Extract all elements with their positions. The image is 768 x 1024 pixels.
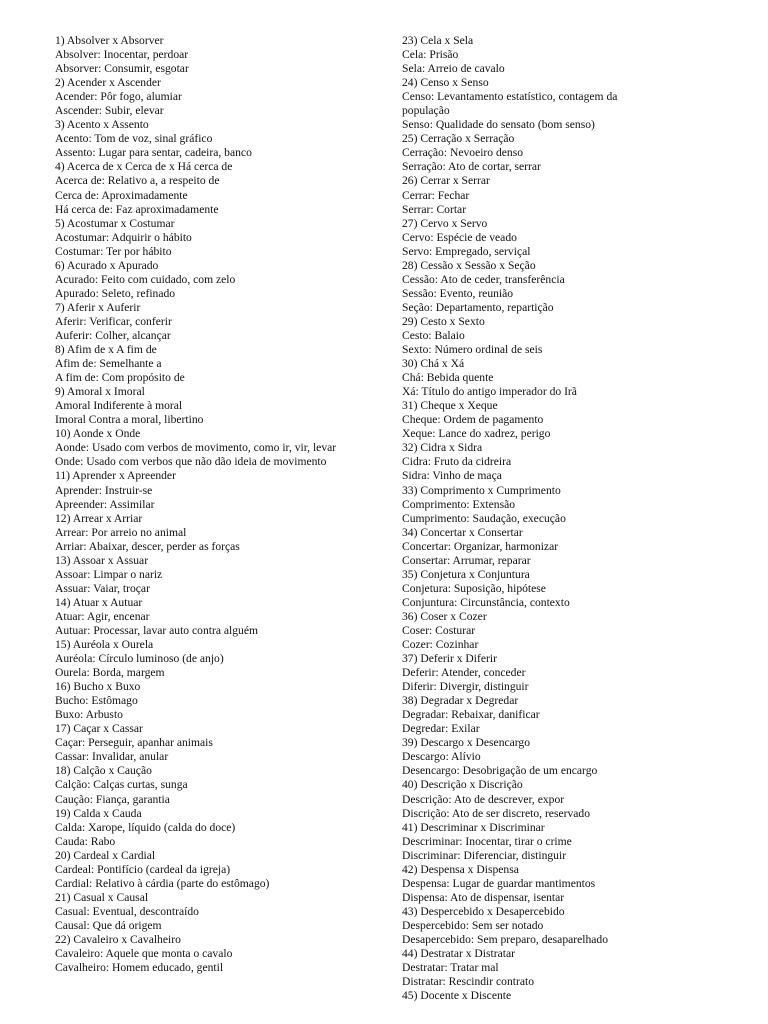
entry-definition: Bucho: Estômago	[55, 694, 138, 708]
entry-definition: Assoar: Limpar o nariz	[55, 567, 163, 581]
entry-definition: Comprimento: Extensão	[402, 497, 516, 511]
entry-definition: Calção: Calças curtas, sunga	[55, 778, 188, 792]
entry-definition: Causal: Que dá origem	[55, 918, 162, 932]
entry-definition: Xá: Título do antigo imperador do Irã	[402, 385, 577, 399]
entry-definition: Degradar: Rebaixar, danificar	[402, 708, 540, 722]
entry-definition: Casual: Eventual, descontraído	[55, 904, 199, 918]
entry-definition: Cerca de: Aproximadamente	[55, 188, 188, 202]
entry-heading: 8) Afim de x A fim de	[55, 343, 157, 357]
entry-definition: Apreender: Assimilar	[55, 497, 155, 511]
entry-heading: 31) Cheque x Xeque	[402, 399, 498, 413]
entry-definition: Amoral Indiferente à moral	[55, 399, 183, 413]
entry-heading: 20) Cardeal x Cardial	[55, 848, 156, 862]
entry-definition: Cesto: Balaio	[402, 328, 465, 342]
entry-heading: 9) Amoral x Imoral	[55, 385, 145, 399]
entry-definition: Auréola: Círculo luminoso (de anjo)	[55, 652, 224, 666]
entry-heading: 10) Aonde x Onde	[55, 427, 141, 441]
left-column	[55, 34, 345, 975]
entry-definition: Cavaleiro: Aquele que monta o cavalo	[55, 947, 233, 961]
entry-definition: Degredar: Exilar	[402, 722, 480, 736]
entry-heading: 34) Concertar x Consertar	[402, 525, 523, 539]
entry-heading: 36) Coser x Cozer	[402, 609, 487, 623]
entry-heading: 42) Despensa x Dispensa	[402, 862, 519, 876]
entry-definition: Despensa: Lugar de guardar mantimentos	[402, 876, 596, 890]
entry-definition: Afim de: Semelhante a	[55, 357, 162, 371]
entry-definition: Cardeal: Pontifício (cardeal da igreja)	[55, 862, 231, 876]
entry-definition: Desapercebido: Sem preparo, desaparelhado	[402, 933, 609, 946]
entry-definition: Xeque: Lance do xadrez, perigo	[402, 427, 551, 441]
entry-definition: Sessão: Evento, reunião	[402, 286, 514, 300]
entry-definition: Deferir: Atender, conceder	[402, 666, 526, 680]
entry-definition: Senso: Qualidade do sensato (bom senso)	[402, 118, 595, 132]
entry-definition: Descargo: Alívio	[402, 750, 481, 764]
entry-heading: 19) Calda x Cauda	[55, 806, 142, 820]
entry-definition: Censo: Levantamento estatístico, contagem da população	[402, 90, 618, 118]
entry-definition: Sidra: Vinho de maça	[402, 469, 502, 483]
entry-definition: Cerrar: Fechar	[402, 188, 470, 202]
entry-definition: Assento: Lugar para sentar, cadeira, banco	[55, 146, 252, 160]
entry-heading: 33) Comprimento x Cumprimento	[402, 483, 561, 497]
entry-heading: 40) Descrição x Discrição	[402, 778, 523, 792]
entry-definition: Calda: Xarope, líquido (calda do doce)	[55, 820, 236, 834]
entry-definition: Sexto: Número ordinal de seis	[402, 343, 543, 357]
entry-definition: Serrar: Cortar	[402, 202, 467, 216]
entry-definition: Aferir: Verificar, conferir	[55, 314, 172, 328]
entry-definition: Chá: Bebida quente	[402, 371, 494, 385]
right-column	[402, 34, 652, 1003]
entry-heading: 6) Acurado x Apurado	[55, 258, 159, 272]
entry-definition: Descrição: Ato de descrever, expor	[402, 792, 565, 806]
entry-definition: Cavalheiro: Homem educado, gentil	[55, 961, 224, 975]
entry-heading: 27) Cervo x Servo	[402, 216, 488, 230]
entry-heading: 43) Despercebido x Desapercebido	[402, 904, 565, 918]
entry-definition: Absorver: Consumir, esgotar	[55, 62, 189, 76]
entry-heading: 32) Cidra x Sidra	[402, 441, 483, 455]
entry-definition: Aonde: Usado com verbos de movimento, como ir, vir, levar	[55, 441, 337, 455]
entry-definition: Dispensa: Ato de dispensar, isentar	[402, 890, 565, 904]
entry-heading: 13) Assoar x Assuar	[55, 553, 149, 567]
entry-definition: Despercebido: Sem ser notado	[402, 918, 544, 932]
entry-definition: Cerração: Nevoeiro denso	[402, 146, 524, 160]
entry-heading: 18) Calção x Caução	[55, 764, 152, 778]
entry-definition: Cardial: Relativo à cárdia (parte do estômago)	[55, 876, 270, 890]
entry-heading: 26) Cerrar x Serrar	[402, 174, 490, 188]
entry-heading: 15) Auréola x Ourela	[55, 638, 154, 652]
entry-heading: 5) Acostumar x Costumar	[55, 216, 175, 230]
entry-definition: Descriminar: Inocentar, tirar o crime	[402, 834, 572, 848]
entry-heading: 7) Aferir x Auferir	[55, 300, 141, 314]
entry-definition: Ourela: Borda, margem	[55, 666, 165, 680]
entry-definition: Cozer: Cozinhar	[402, 638, 479, 652]
entry-definition: Acurado: Feito com cuidado, com zelo	[55, 272, 236, 286]
entry-heading: 23) Cela x Sela	[402, 34, 474, 47]
entry-definition: Apurado: Seleto, refinado	[55, 286, 176, 300]
entry-heading: 39) Descargo x Desencargo	[402, 736, 531, 750]
entry-heading: 1) Absolver x Absorver	[55, 34, 164, 47]
entry-definition: Atuar: Agir, encenar	[55, 609, 150, 623]
entry-definition: Seção: Departamento, repartição	[402, 300, 554, 314]
entry-definition: Cervo: Espécie de veado	[402, 230, 517, 244]
entry-definition: Sela: Arreio de cavalo	[402, 62, 505, 76]
entry-definition: Cassar: Invalidar, anular	[55, 750, 169, 764]
entry-definition: Cheque: Ordem de pagamento	[402, 413, 544, 427]
entry-definition: Absolver: Inocentar, perdoar	[55, 48, 189, 62]
entry-heading: 35) Conjetura x Conjuntura	[402, 567, 530, 581]
entry-heading: 38) Degradar x Degredar	[402, 694, 519, 708]
entry-heading: 17) Caçar x Cassar	[55, 722, 143, 736]
entry-definition: Arrear: Por arreio no animal	[55, 525, 187, 539]
entry-definition: Acostumar: Adquirir o hábito	[55, 230, 192, 244]
entry-definition: Acender: Pôr fogo, alumiar	[55, 90, 182, 104]
entry-heading: 29) Cesto x Sexto	[402, 314, 485, 328]
entry-definition: Serração: Ato de cortar, serrar	[402, 160, 541, 174]
entry-heading: 37) Deferir x Diferir	[402, 652, 497, 666]
entry-heading: 44) Destratar x Distratar	[402, 947, 515, 961]
entry-definition: Auferir: Colher, alcançar	[55, 328, 171, 342]
entry-definition: Conjetura: Suposição, hipótese	[402, 581, 546, 595]
entry-heading: 22) Cavaleiro x Cavalheiro	[55, 933, 181, 946]
entry-definition: Consertar: Arrumar, reparar	[402, 553, 531, 567]
entry-definition: Cauda: Rabo	[55, 834, 116, 848]
entry-definition: Cessão: Ato de ceder, transferência	[402, 272, 565, 286]
entry-definition: Ascender: Subir, elevar	[55, 104, 164, 118]
entry-heading: 3) Acento x Assento	[55, 118, 149, 132]
entry-heading: 30) Chá x Xá	[402, 357, 465, 371]
entry-heading: 4) Acerca de x Cerca de x Há cerca de	[55, 160, 233, 174]
entry-definition: Discrição: Ato de ser discreto, reservado	[402, 806, 591, 820]
entry-heading: 21) Casual x Causal	[55, 890, 149, 904]
entry-definition: Há cerca de: Faz aproximadamente	[55, 202, 219, 216]
entry-heading: 45) Docente x Discente	[402, 989, 512, 1003]
entry-heading: 28) Cessão x Sessão x Seção	[402, 258, 536, 272]
entry-definition: Desencargo: Desobrigação de um encargo	[402, 764, 598, 778]
entry-definition: Caução: Fiança, garantia	[55, 792, 170, 806]
entry-definition: Discriminar: Diferenciar, distinguir	[402, 848, 567, 862]
entry-heading: 2) Acender x Ascender	[55, 76, 161, 90]
entry-definition: Conjuntura: Circunstância, contexto	[402, 595, 570, 609]
entry-definition: Aprender: Instruir-se	[55, 483, 153, 497]
entry-definition: Diferir: Divergir, distinguir	[402, 680, 529, 694]
entry-definition: Imoral Contra a moral, libertino	[55, 413, 204, 427]
entry-definition: Assuar: Vaiar, troçar	[55, 581, 150, 595]
entry-definition: A fim de: Com propósito de	[55, 371, 185, 385]
entry-heading: 41) Descriminar x Discriminar	[402, 820, 545, 834]
entry-definition: Destratar: Tratar mal	[402, 961, 499, 975]
entry-definition: Caçar: Perseguir, apanhar animais	[55, 736, 213, 750]
entry-definition: Servo: Empregado, serviçal	[402, 244, 531, 258]
entry-heading: 16) Bucho x Buxo	[55, 680, 141, 694]
entry-definition: Cidra: Fruto da cidreira	[402, 455, 512, 469]
entry-definition: Distratar: Rescindir contrato	[402, 975, 534, 989]
entry-heading: 14) Atuar x Autuar	[55, 595, 143, 609]
entry-definition: Acerca de: Relativo a, a respeito de	[55, 174, 220, 188]
entry-definition: Costumar: Ter por hábito	[55, 244, 172, 258]
entry-heading: 25) Cerração x Serração	[402, 132, 515, 146]
entry-heading: 24) Censo x Senso	[402, 76, 489, 90]
entry-definition: Onde: Usado com verbos que não dão ideia de movimento	[55, 455, 327, 469]
entry-heading: 12) Arrear x Arriar	[55, 511, 143, 525]
entry-definition: Cumprimento: Saudação, execução	[402, 511, 566, 525]
entry-heading: 11) Aprender x Apreender	[55, 469, 176, 483]
entry-definition: Buxo: Arbusto	[55, 708, 123, 722]
entry-definition: Concertar: Organizar, harmonizar	[402, 539, 559, 553]
entry-definition: Cela: Prisão	[402, 48, 459, 62]
entry-definition: Arriar: Abaixar, descer, perder as forças	[55, 539, 240, 553]
entry-definition: Coser: Costurar	[402, 623, 476, 637]
entry-definition: Autuar: Processar, lavar auto contra alguém	[55, 623, 258, 637]
entry-definition: Acento: Tom de voz, sinal gráfico	[55, 132, 213, 146]
